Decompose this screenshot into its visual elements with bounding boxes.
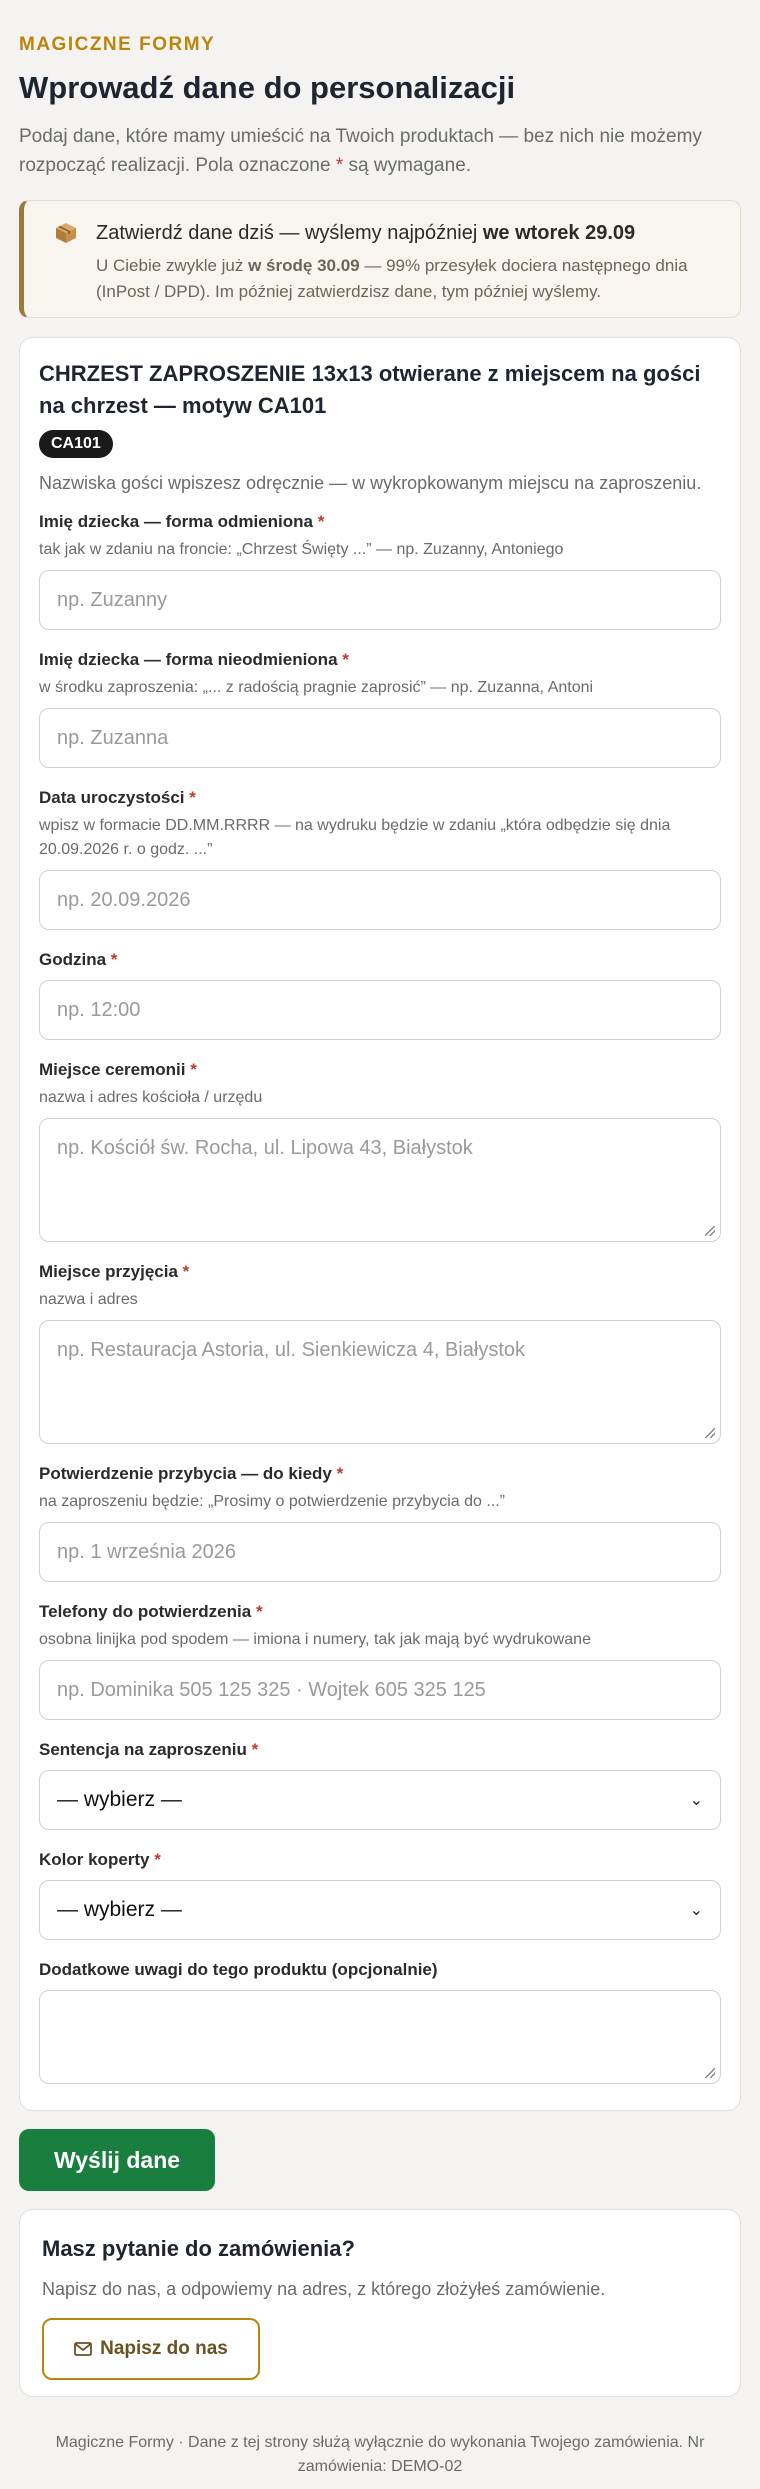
help-title: Masz pytanie do zamówienia? bbox=[42, 2236, 355, 2261]
field-label: Telefony do potwierdzenia bbox=[39, 1602, 252, 1621]
notice-title: Zatwierdź dane dziś — wyślemy najpóźniej we wtorek 29.09 bbox=[96, 222, 636, 244]
resize-grip-icon[interactable] bbox=[705, 1226, 715, 1236]
date-input[interactable]: np. 20.09.2026 bbox=[39, 870, 721, 930]
phones-input[interactable]: np. Dominika 505 125 325 · Wojtek 605 325 125 bbox=[39, 1660, 721, 1720]
product-code-badge: CA101 bbox=[39, 430, 113, 458]
notes-textarea[interactable] bbox=[39, 1990, 721, 2084]
shipping-notice bbox=[19, 200, 741, 318]
field-notes bbox=[39, 1958, 721, 2084]
chevron-down-icon: ⌄ bbox=[689, 1902, 703, 1919]
intro-text: Podaj dane, które mamy umieścić na Twoich produktach — bez nich nie możemy rozpocząć realizacji. Pola oznaczone * są wymagane. bbox=[19, 126, 702, 176]
field-hint: w środku zaproszenia: „... z radością pragnie zaprosić” — np. Zuzanna, Antoni bbox=[39, 679, 594, 696]
resize-grip-icon[interactable] bbox=[705, 2068, 715, 2078]
field-time: Godzina * np. 12:00 bbox=[39, 948, 721, 1040]
child-name-base-input[interactable]: np. Zuzanna bbox=[39, 708, 721, 768]
field-reception-place: Miejsce przyjęcia * nazwa i adres np. Restauracja Astoria, ul. Sienkiewicza 4, Białystok bbox=[39, 1260, 721, 1444]
rsvp-deadline-input[interactable]: np. 1 września 2026 bbox=[39, 1522, 721, 1582]
sentence-select[interactable]: — wybierz — ⌄ bbox=[39, 1770, 721, 1830]
product-note: Nazwiska gości wpiszesz odręcznie — w wykropkowanym miejscu na zaproszeniu. bbox=[39, 473, 702, 493]
field-rsvp-deadline: Potwierdzenie przybycia — do kiedy * na zaproszeniu będzie: „Prosimy o potwierdzenie przybycia do ...” np. 1 września 2026 bbox=[39, 1462, 721, 1582]
field-hint: tak jak w zdaniu na froncie: „Chrzest Święty ...” — np. Zuzanny, Antoniego bbox=[39, 541, 564, 558]
field-hint: na zaproszeniu będzie: „Prosimy o potwierdzenie przybycia do ...” bbox=[39, 1493, 505, 1510]
brand-name: MAGICZNE FORMY bbox=[19, 34, 216, 55]
envelope-color-select[interactable]: — wybierz — ⌄ bbox=[39, 1880, 721, 1940]
field-label: Imię dziecka — forma nieodmieniona bbox=[39, 650, 338, 669]
submit-button[interactable]: Wyślij dane bbox=[19, 2129, 215, 2191]
help-card bbox=[19, 2209, 741, 2397]
page bbox=[0, 34, 760, 2479]
field-date: Data uroczystości * wpisz w formacie DD.MM.RRRR — na wydruku będzie w zdaniu „która odbędzie się dnia 20.09.2026 r. o godz. ...” np. 20.09.2026 bbox=[39, 786, 721, 930]
chevron-down-icon: ⌄ bbox=[689, 1792, 703, 1809]
child-name-declined-input[interactable]: np. Zuzanny bbox=[39, 570, 721, 630]
time-input[interactable]: np. 12:00 bbox=[39, 980, 721, 1040]
mail-icon bbox=[74, 2342, 92, 2356]
contact-button[interactable] bbox=[42, 2318, 260, 2380]
resize-grip-icon[interactable] bbox=[705, 1428, 715, 1438]
field-label: Potwierdzenie przybycia — do kiedy bbox=[39, 1464, 332, 1483]
notice-body: U Ciebie zwykle już w środę 30.09 — 99% przesyłek dociera następnego dnia (InPost / DPD). Im później zatwierdzisz dane, tym później wyślemy. bbox=[96, 256, 688, 301]
help-text: Napisz do nas, a odpowiemy na adres, z którego złożyłeś zamówienie. bbox=[42, 2279, 606, 2299]
field-label: Miejsce przyjęcia bbox=[39, 1262, 178, 1281]
package-icon bbox=[54, 221, 78, 245]
ceremony-place-textarea[interactable]: np. Kościół św. Rocha, ul. Lipowa 43, Białystok bbox=[39, 1118, 721, 1242]
field-label: Data uroczystości bbox=[39, 788, 185, 807]
field-label: Imię dziecka — forma odmieniona bbox=[39, 512, 313, 531]
field-child-name-base: Imię dziecka — forma nieodmieniona * w środku zaproszenia: „... z radością pragnie zaprosić” — np. Zuzanna, Antoni np. Zuzanna bbox=[39, 648, 721, 768]
field-label: Kolor koperty bbox=[39, 1850, 150, 1869]
product-form-card bbox=[19, 337, 741, 2111]
contact-button-label: Napisz do nas bbox=[100, 2338, 228, 2359]
field-hint: osobna linijka pod spodem — imiona i numery, tak jak mają być wydrukowane bbox=[39, 1631, 591, 1648]
field-sentence: Sentencja na zaproszeniu * — wybierz — ⌄ bbox=[39, 1738, 721, 1830]
field-label: Godzina bbox=[39, 950, 107, 969]
field-hint: nazwa i adres bbox=[39, 1291, 138, 1308]
reception-place-textarea[interactable]: np. Restauracja Astoria, ul. Sienkiewicza 4, Białystok bbox=[39, 1320, 721, 1444]
field-ceremony-place: Miejsce ceremonii * nazwa i adres kościoła / urzędu np. Kościół św. Rocha, ul. Lipowa 43, Białystok bbox=[39, 1058, 721, 1242]
field-label: Sentencja na zaproszeniu bbox=[39, 1740, 247, 1759]
field-hint: wpisz w formacie DD.MM.RRRR — na wydruku będzie w zdaniu „która odbędzie się dnia 20.09.2026 r. o godz. ...” bbox=[39, 817, 671, 858]
product-title: CHRZEST ZAPROSZENIE 13x13 otwierane z miejscem na gości na chrzest — motyw CA101 bbox=[39, 361, 701, 418]
field-child-name-declined: Imię dziecka — forma odmieniona * tak jak w zdaniu na froncie: „Chrzest Święty ...” — np. Zuzanny, Antoniego np. Zuzanny bbox=[39, 510, 721, 630]
page-title: Wprowadź dane do personalizacji bbox=[19, 70, 516, 105]
field-label: Dodatkowe uwagi do tego produktu (opcjonalnie) bbox=[39, 1960, 438, 1979]
field-label: Miejsce ceremonii bbox=[39, 1060, 186, 1079]
field-envelope-color: Kolor koperty * — wybierz — ⌄ bbox=[39, 1848, 721, 1940]
footer-text: Magiczne Formy · Dane z tej strony służą wyłącznie do wykonania Twojego zamówienia. Nr zamówienia: DEMO-02 bbox=[55, 2434, 705, 2475]
field-hint: nazwa i adres kościoła / urzędu bbox=[39, 1089, 263, 1106]
field-phones: Telefony do potwierdzenia * osobna linijka pod spodem — imiona i numery, tak jak mają być wydrukowane np. Dominika 505 125 325 · Wojtek 605 325 125 bbox=[39, 1600, 721, 1720]
required-star: * bbox=[335, 155, 344, 176]
